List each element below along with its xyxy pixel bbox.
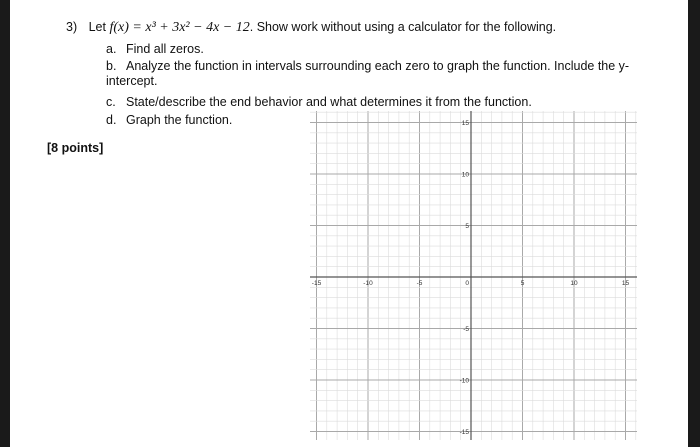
function-text: f(x) = x³ + 3x² − 4x − 12 bbox=[109, 20, 250, 35]
y-tick-label: -5 bbox=[463, 326, 469, 333]
item-a-label: a. bbox=[106, 42, 117, 56]
points-label: [8 points] bbox=[47, 141, 104, 155]
question-intro: Let bbox=[88, 20, 106, 34]
y-tick-label: 10 bbox=[461, 171, 469, 179]
x-tick-label: -15 bbox=[311, 280, 322, 287]
x-tick-label: 15 bbox=[621, 280, 630, 287]
item-d-label: d. bbox=[106, 113, 117, 127]
x-tick-label: 5 bbox=[520, 280, 525, 287]
x-tick-label: -10 bbox=[363, 280, 373, 287]
item-c-label: c. bbox=[106, 95, 116, 109]
question-number: 3) bbox=[66, 20, 78, 34]
y-tick-label: 5 bbox=[465, 223, 469, 230]
item-b-text: Analyze the function in intervals surrounding each zero to graph the function. Include the y-intercept. bbox=[106, 59, 630, 88]
y-tick-label: -15 bbox=[459, 429, 469, 436]
y-tick-label: -10 bbox=[459, 377, 469, 385]
y-tick-label: 15 bbox=[461, 120, 469, 127]
item-c-text: State/describe the end behavior and what determines it from the function. bbox=[126, 95, 532, 109]
x-tick-label: 10 bbox=[570, 280, 578, 287]
x-tick-label: -5 bbox=[416, 280, 423, 287]
item-b-label: b. bbox=[106, 59, 117, 73]
question-instruction: . Show work without using a calculator for the following. bbox=[249, 20, 557, 34]
item-d-text: Graph the function. bbox=[126, 113, 233, 127]
item-a-text: Find all zeros. bbox=[126, 42, 204, 56]
x-tick-label: 0 bbox=[465, 280, 469, 287]
